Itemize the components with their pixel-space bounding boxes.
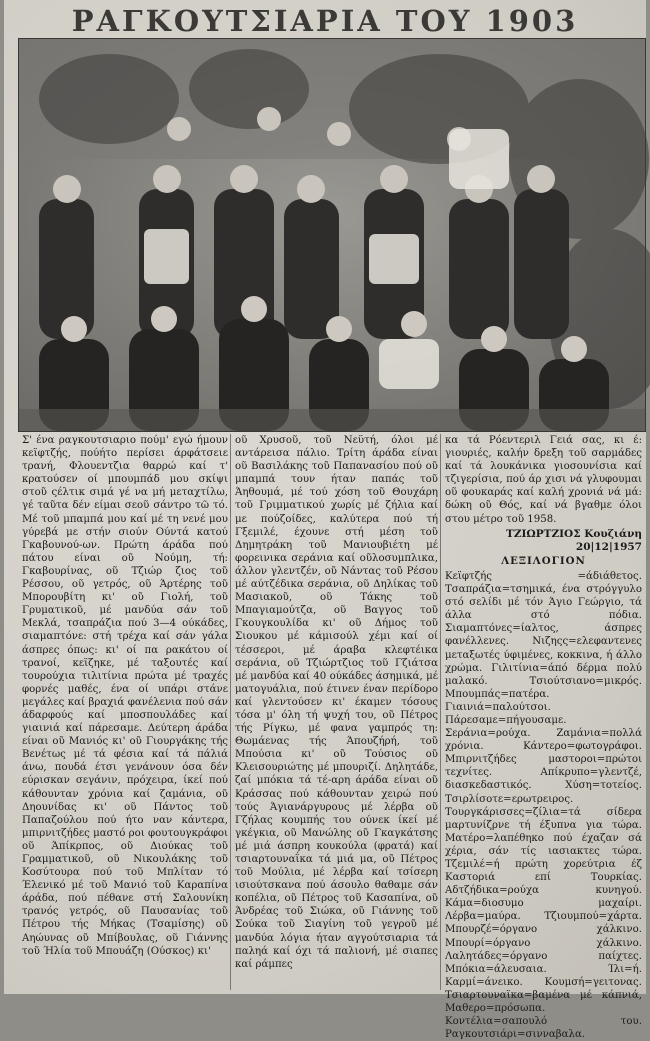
article-column-2 bbox=[235, 434, 438, 990]
newspaper-page bbox=[4, 0, 646, 1041]
author-signature: ΤΖΙΩΡΤΖΙΟΣ Κουζιάνη 20|12|1957 bbox=[506, 527, 642, 553]
column-divider bbox=[230, 434, 231, 990]
column-3-intro: κα τά Ρόεντεριλ Γειά σας, κι έ: γιουριές, καλήν δρεξη τοῦ σαρμάδες καί τά λουκάνικα γιοσουνίσια καί τζιγερίσια, πού άρ χισι νά γλυφουμαι οῦ φουκαράς καί καλή χρονιά νά μά: δώκη οῦ Θός, καί νά βγαθμε όλοι στου μέτρο τοῦ 1958. bbox=[445, 435, 642, 525]
column-1-text: Σ' ένα ραγκουτσιαριο πούμ' εγώ ήμουν κεϊφτζής, πούήτο περίσει άρφάτσειε τρανή, Φλουεντζια θαρρώ καί τ' κρατούσεν οί μπουμπάδ μου σκίψι στοῦ ςέλτικ σιμά γέ να μή μεταχτίλω, γέ ταῦτα δέν είμαι σεοῦ σάντρο τῶ τό. Μέ τοῦ μπαμπά μου καί μέ τη νενέ μου γύρεβά με στήν σιούν Ούντά κατού Γκαβουνού-ων. Πρώτη άράδα πού πάτου είναι οῦ Νούμη, τή: Γκαβουρίνας, οῦ Τζιώρ ζιος τοῦ Ρέσσου, οῦ γετρός, οῦ Άρτέρης τοῦ Μπορουβίτη κι' οῦ Γιολή, τοῦ Γρυματικοῦ, μέ μανδύα σάν τοῦ Μεκλά, τσαπράζια πού 3—4 ούκάδες, σιαμαπτόνε: στή τρέχα καί σάν γάλα άσπρες όπως: κι' οί πα ρακάτου οί τρανοί, κεϊζηκε, μέ ταξουτές καί τουρούχια τιλιτίνια πρώτα μέ τραχές φορνές μαθές, ένα οί υπάρι στάνε μεγάλες καί βραχιά φανέλενια πού σάν άδαρφούς καί μποσπουλάδες καί γιαινιά καί πάρεσαμε. Δεύτερη άράδα είναι οῦ Μανιός κι' οῦ Γιουργάκης τής Βενέτως μέ τά φέσια καί τά πάλιά άνω, πουδά έτσι γενάνουν όσα δέν εύρισκαν σεγάνιν, πρόχειρα, ίκεί πού κάθουνταν χρόνια καί ζαμάνια, οῦ Δηουνίδας κι' οῦ Πάντος τοῦ Παπαζούλου πού ήτο ναν κάντερα, μπιρνιτζήδες μαστό ροι φουτουγκράφοι οῦ Άπίκρπος, οῦ Διούκας τοῦ Γραμματικοῦ, οῦ Νικουλάκης τοῦ Κοσύτουρα πού τοῦ Μπλίταν τό Έλενικό μέ τοῦ Μανιό τοῦ Καραπίνα άράδα, πού πέθανε στή Σαλουνίκη τρανός γετρός, οῦ Παυσανίας τοῦ Πέτρου τής Μήκας (Τσαμίσης) οῦ Αηώυνας οῦ Μπίβουλας, οῦ Γιάννης τοῦ Ήλία τοῦ Μπουάζη (Ούσκος) κι' bbox=[22, 435, 228, 957]
glossary-text: Κεϊφτζής =άδιάθετος. Τσαπράζια=τσημικά, ένα στρόγγυλο στό σελίδι μέ τόν Άγιο Γεώργιο, τά άλλα στό πόδια. Σιαμαπτόνες=ίαλτος, άσπρες φανέλλενες. Νιζηςς=ελεφαντενες μεταξωτές ύφιμένες, κοκκινα, ή άλλο χρώμα. Γιλιτίνια=άπό δέρμα πολύ μαλακό. Τσιούτσιανο=μικρός. Μπουμπάς=πατέρα. Γιαινιά=παλούτσοι. Πάρεσαμε=πήγουσαμε. Σεράνια=ρούχα. Ζαμάνια=πολλά χρόνια. Κάντερο=φωτογράφοι. Μπιρνιτζήδες μαστοροι=πρώτοι τεχνίτες. Απίκρυπο=γλεντζέ, διασκεδαστικός. Χύση=τοτείος. Τσιρλίσοτε=ερωτρειρος. Τουργκάρισσες=ζίλια=τά σίδερα μαρτυνίζρνε τή έξυπνα για τώρα. Ματέρο=λαπέθηκο πού έχαζαν σά χέρια, σάν τίς ιασιακτες τώρα. Τζεμιλέ=ή πρώτη χορεύτρια έζ Καστοριά επί Τουρκίας. Αδτζήδικα=ρούχα κυνηγού. Κάμα=διοσυμο μαχαίρι. Λέρβα=μαύρα. Τζιουμπού=χάρτα. Μπουρζέ=όργανο χάλκινο. Μπουρί=όργανο χάλκινο. Λαλητάδες=όργανο παίχτες. Μπόκια=άλευσαια. Ίλι=ή. Καρμί=άνεικο. Κουμσή=γειτονας. Τσιαρτουναϊκα=βαμένα μέ κάπνιά, Μαθερο=πρόσωπα. Κοντέλια=σαπουλό του. Ραγκουτσιάρι=σινναβαλα. bbox=[445, 570, 642, 1041]
column-divider bbox=[440, 434, 441, 990]
article-columns bbox=[22, 434, 642, 1041]
article-column-1 bbox=[22, 434, 228, 990]
group-photo bbox=[18, 38, 646, 432]
column-2-text: οῦ Χρυσοῦ, τοῦ Νεϋτή, όλοι μέ αντάρεισα πάλιο. Τρίτη άράδα είναι οῦ Βασιλάκης τοῦ Παπανασίου πού οῦ μπαμπά τουν ήταν παπάς τοῦ Άηθουμά, μέ τού χόση τοῦ Θουχάρη τοῦ Γριμματικού χωρίς μέ ζήλια καί με πούζοίδες, καλύτερα πού τή Γξεμιλέ, έχουνε στή μέση τοῦ Δημητράκη τοῦ Μανιουβιέτη μέ φορεινικα σεράνια καί οῦλοσυμπλικα, άλλον γλεντζέν, οῦ Νάντας τοῦ Ρέσου μέ αύτζέδικα σεράνια, οῦ Δηλίκας τοῦ Μασιακοῦ, οῦ Τάκης τοῦ Μπαγιαμούτζα, οῦ Βαγγος τοῦ Γκουγκουλίδα κι' οῦ Δήμος τοῦ Σιουκου μέ κάμισούλ χέμι καί οί τέσσεροι, μέ άραβα κλεφτέικα σεράνια, οῦ Τζιώρτζιος τοῦ Γζιάτσα μέ μανδύα καί 40 ούκάδες άσημικά, μέ ματογυάλια, πού έτινεν έναν περίδορο καί γλεντούσεν κι' έκαμεν τόσους τόσα μ' όλη τή ψυχή του, οῦ Πέτρος τής Ρίγκω, μέ φανα γαμπρός τη: Θωμάενας τής Άπουζήρή, τοῦ Μπούσια κι' οῦ Τούσιος οῦ Κλεισουριώτης μέ μπουριζί. Δηλητάδε, ζαί μπόκια τά τέ-αρη άράδα είναι οῦ Κράσσας πού κάθουνταν χειρώ πού τούς Άγιανάργυρους μέ λέρβα οῦ Γζήλας κουμπής του ούνεκ ίκεί μέ γκέγκια, οῦ Μανώλης οῦ Γκαγκάτσης μέ μιά άσπρη κουκούλα (φρατά) καί τσιαρτουναΐκα τά μιά μα, οῦ Πέτρος τοῦ Μούλια, μέ λέρβα καί τσίσερη ισιούτσκανα πού άσουλο θαθαμε σάν κοπέλια, οῦ Πέτρος τοῦ Κασαπίνα, οῦ Άνδρέας τοῦ Σιώκα, οῦ Γιάννης τοῦ Σούκα τοῦ Σιαγίνη τοῦ γεγροῦ μέ μανδύα λόγια ήταν αγγούτσιαρια τά παληά καί όχι τά παλιονή, μέ σιαπες καί ράμπες bbox=[235, 435, 438, 970]
group-photo-icon bbox=[19, 39, 645, 431]
glossary-title: ΛΕΞΙΛΟΓΙΟΝ bbox=[501, 554, 586, 567]
page-title: ΡΑΓΚΟΥΤΣΙΑΡΙΑ ΤΟΥ 1903 bbox=[71, 4, 579, 38]
article-column-3 bbox=[445, 434, 642, 1041]
